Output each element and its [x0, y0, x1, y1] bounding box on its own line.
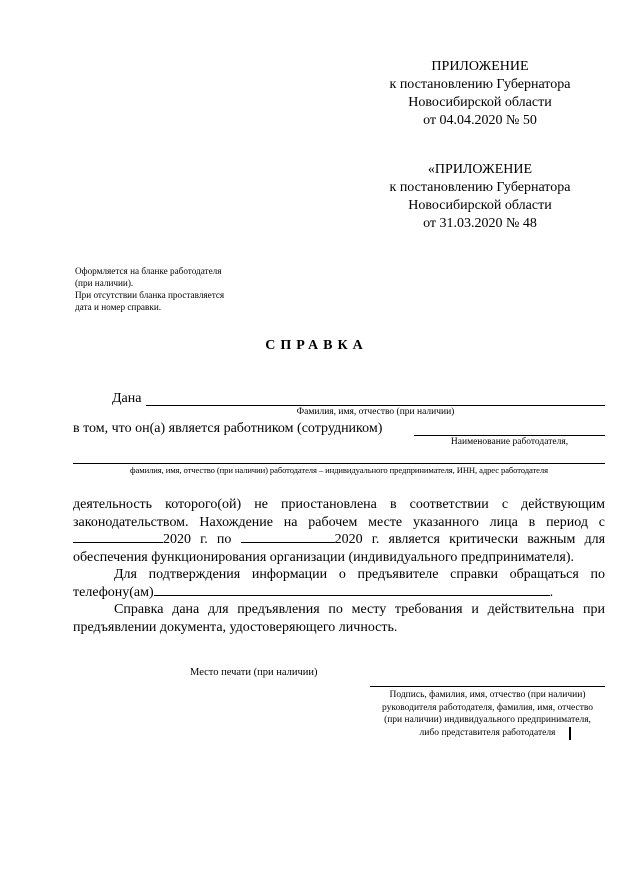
employer-caption: Наименование работодателя,: [450, 437, 569, 447]
note-line: (при наличии).: [75, 278, 134, 288]
signature-caption: [365, 689, 610, 739]
stamp-place-label: Место печати (при наличии): [190, 667, 318, 678]
phone-dot: .: [549, 584, 554, 600]
signature-line: Подпись, фамилия, имя, отчество (при наличии): [389, 690, 586, 700]
header-line: Новосибирской области: [408, 95, 552, 110]
dana-label: Дана: [112, 391, 142, 406]
header-title: «ПРИЛОЖЕНИЕ: [427, 162, 533, 177]
period-text-end: 2020 г. является критически важным для обеспечения функционирования организации (индивидуального предпринимателя).: [73, 532, 606, 565]
text-cursor: [569, 727, 571, 740]
header-line: Новосибирской области: [408, 198, 552, 213]
employer-details-caption: фамилия, имя, отчество (при наличии) работодателя – индивидуального предпринимателя, ИНН, адрес работодателя: [130, 465, 548, 475]
period-end-field[interactable]: [241, 531, 335, 543]
note-line: При отсутствии бланка проставляется: [75, 290, 225, 300]
header-line: к постановлению Губернатора: [389, 77, 571, 92]
period-start-field[interactable]: [73, 531, 163, 543]
phone-text: Для подтверждения информации о предъявителе справки обращаться по телефону(ам): [73, 567, 605, 600]
note-line: дата и номер справки.: [75, 302, 162, 312]
signature-field[interactable]: [370, 686, 605, 687]
signature-line: либо представителя работодателя: [419, 727, 556, 738]
header-line: к постановлению Губернатора: [389, 180, 571, 195]
employer-field[interactable]: [414, 435, 605, 436]
letterhead-note: [75, 265, 295, 313]
header-date: от 04.04.2020 № 50: [423, 113, 537, 128]
period-text-start: деятельность которого(ой) не приостановлена в соответствии с действующим законодательством. Нахождение на рабочем месте указанного лица в период с: [73, 497, 605, 530]
header-title: ПРИЛОЖЕНИЕ: [431, 59, 529, 74]
note-line: Оформляется на бланке работодателя: [75, 266, 222, 276]
header-date: от 31.03.2020 № 48: [423, 216, 537, 231]
fio-field[interactable]: [146, 405, 605, 406]
paragraph-phone: [73, 566, 605, 601]
period-text-mid: 2020 г. по: [163, 532, 241, 547]
header-appendix-current: [360, 58, 600, 130]
document-title: СПРАВКА: [265, 338, 368, 353]
header-appendix-previous: [360, 161, 600, 233]
employer-details-field[interactable]: [73, 463, 605, 464]
phone-field[interactable]: [154, 584, 550, 596]
employee-label: в том, что он(а) является работником (сотрудником): [73, 421, 383, 436]
signature-line: (при наличии) индивидуального предпринимателя,: [384, 715, 591, 725]
fio-caption: Фамилия, имя, отчество (при наличии): [296, 407, 455, 417]
body-text: [73, 496, 605, 636]
paragraph-validity: Справка дана для предъявления по месту требования и действительна при предъявлении документа, удостоверяющего личность.: [73, 602, 605, 635]
paragraph-period: [73, 496, 605, 566]
signature-line: руководителя работодателя, фамилия, имя, отчество: [381, 702, 594, 713]
